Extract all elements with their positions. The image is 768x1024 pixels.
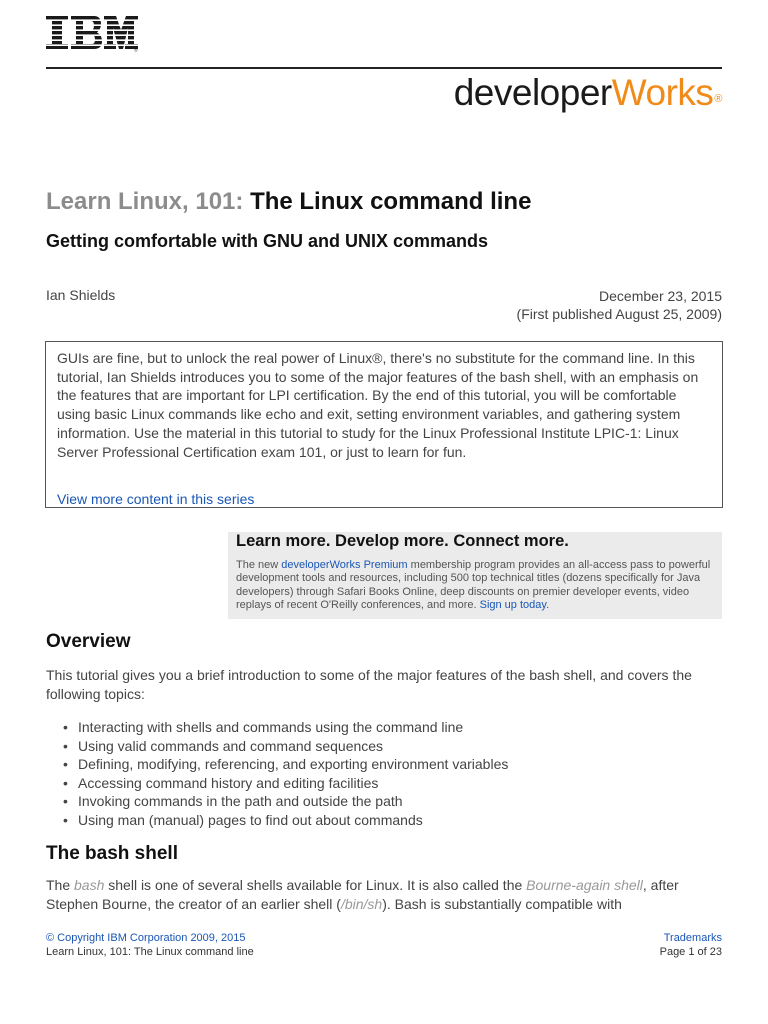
brand-mark: ® <box>714 93 722 105</box>
title-main: The Linux command line <box>250 188 532 215</box>
topics-list <box>63 718 508 830</box>
list-item: • Accessing command history and editing facilities <box>63 774 508 793</box>
footer-left <box>46 931 254 959</box>
svg-text:®: ® <box>134 47 138 52</box>
bash-term: bash <box>74 877 105 893</box>
brand-suffix: Works <box>611 72 714 113</box>
list-item: • Defining, modifying, referencing, and exporting environment variables <box>63 755 508 774</box>
promo-text-end: . <box>546 598 550 611</box>
bash-text: shell is one of several shells available for Linux. It is also called the <box>104 877 527 893</box>
page-subtitle: Getting comfortable with GNU and UNIX commands <box>46 231 489 251</box>
abstract-text: GUIs are fine, but to unlock the real power of Linux®, there's no substitute for the command line. In this tutorial, Ian Shields introduces you to some of the major features of the bash shell, with an emphasis on the features that are important for LPI certification. By the end of this tutorial, you will be comfortable using basic Linux commands like echo and exit, setting environment variables, and gathering system information. Use the material in this tutorial to study for the Linux Professional Institute LPIC-1: Linux Server Professional Certification exam 101, or just to learn for fun. <box>57 350 699 460</box>
overview-heading: Overview <box>46 631 131 652</box>
page-title <box>46 188 531 216</box>
overview-intro: This tutorial gives you a brief introduction to some of the major features of the bash shell, and covers the following topics: <box>46 667 692 702</box>
list-item: • Invoking commands in the path and outside the path <box>63 792 508 811</box>
promo-text-start: The new <box>236 559 282 571</box>
promo-text-middle: membership program provides an all-access pass to powerful development tools and resources, including 500 top technical titles (dozens specifically for Java developers) through Safari Books Online, deep discounts on premier developer events, video replays of recent O'Reilly conferences, and more. <box>236 559 711 611</box>
signup-link[interactable]: Sign up today <box>479 598 547 611</box>
premium-link[interactable]: developerWorks Premium <box>281 559 408 571</box>
page-number: Page 1 of 23 <box>659 946 722 958</box>
premium-promo <box>228 532 722 619</box>
bash-shell-heading: The bash shell <box>46 843 178 864</box>
header-rule <box>46 67 722 69</box>
publication-dates <box>517 287 722 323</box>
copyright-link[interactable]: © Copyright IBM Corporation 2009, 2015 <box>46 932 246 944</box>
document-page <box>46 0 722 1024</box>
list-item: • Interacting with shells and commands using the command line <box>63 718 508 737</box>
series-name: Learn Linux, 101: <box>46 188 244 215</box>
footer-doc-title: Learn Linux, 101: The Linux command line <box>46 946 254 958</box>
brand-prefix: developer <box>453 72 612 113</box>
bash-text: The <box>46 877 75 893</box>
bash-text: , after Stephen Bourne, the creator of an earlier shell ( <box>46 877 679 912</box>
developerworks-logo <box>454 72 722 114</box>
list-item: • Using man (manual) pages to find out about commands <box>63 811 508 830</box>
promo-text <box>236 559 714 612</box>
footer-right <box>660 931 722 959</box>
first-published-date: (First published August 25, 2009) <box>516 306 722 322</box>
author-name: Ian Shields <box>46 287 116 303</box>
updated-date: December 23, 2015 <box>599 288 722 304</box>
bourne-again-term: Bourne-again shell <box>526 877 643 893</box>
bash-shell-paragraph <box>46 876 722 913</box>
bin-sh-term: /bin/sh <box>340 895 383 912</box>
trademarks-link[interactable]: Trademarks <box>663 932 722 944</box>
series-link[interactable]: View more content in this series <box>57 491 255 507</box>
ibm-logo <box>46 16 138 52</box>
abstract-box <box>45 341 723 508</box>
bash-text: ). Bash is substantially compatible with <box>382 895 622 912</box>
promo-heading: Learn more. Develop more. Connect more. <box>236 532 569 550</box>
list-item: • Using valid commands and command sequences <box>63 737 508 756</box>
